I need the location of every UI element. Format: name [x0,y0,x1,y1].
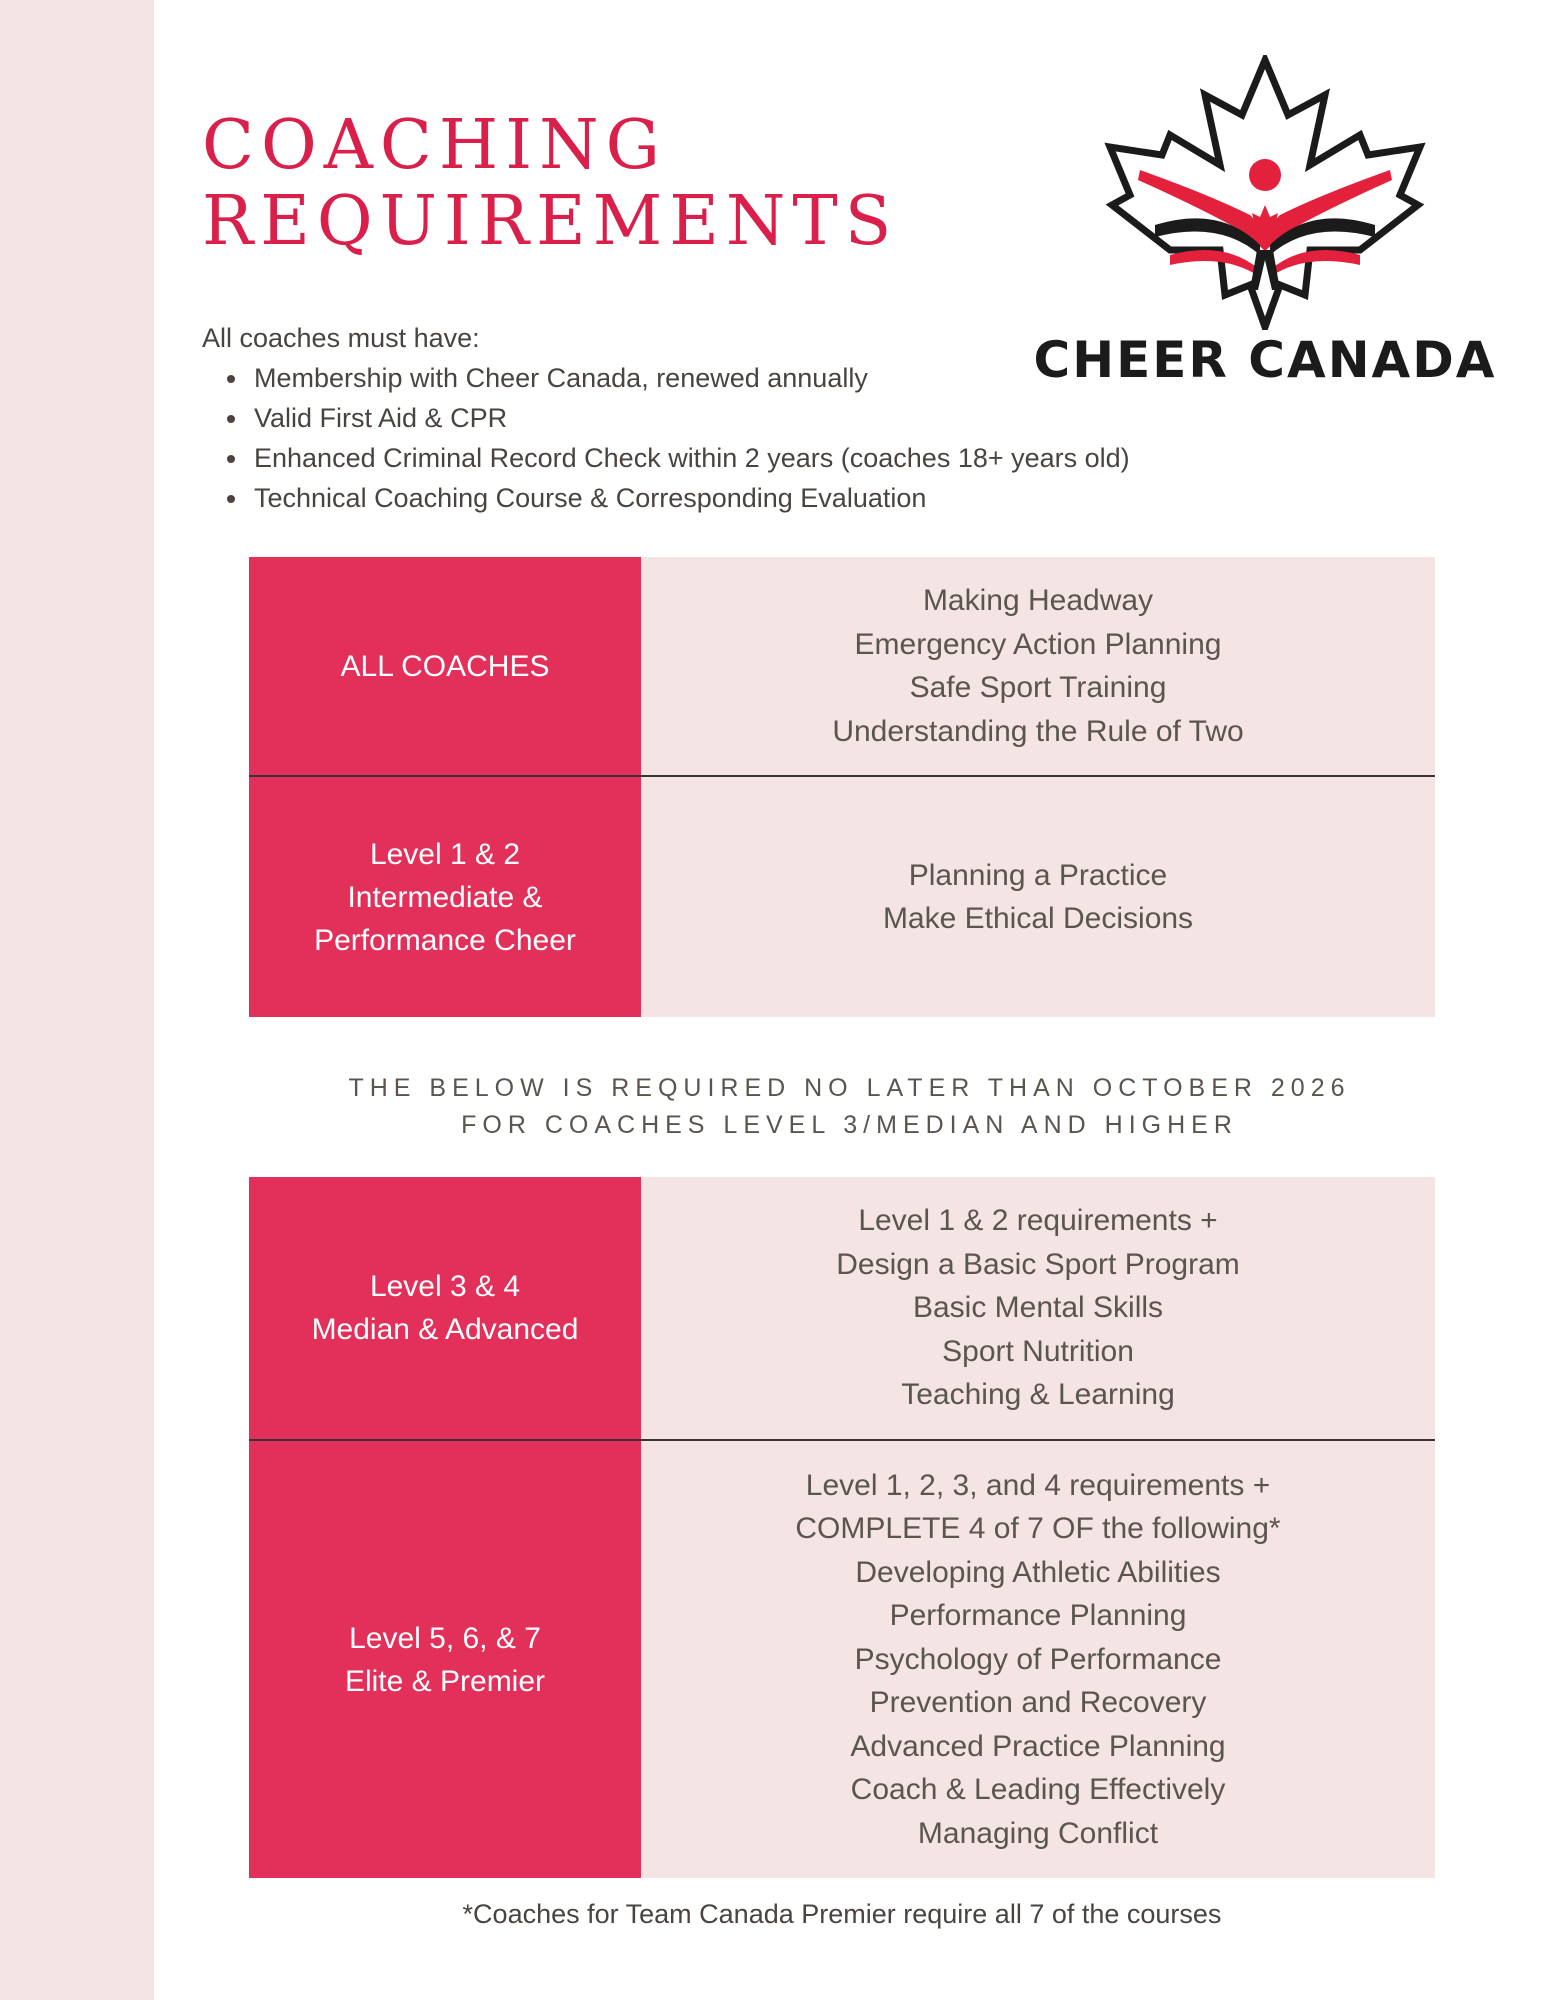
title-line-2: REQUIREMENTS [202,182,899,261]
cheer-canada-logo [1030,55,1500,389]
row-courses [641,557,1435,775]
row-label-line: Median & Advanced [311,1313,579,1346]
course-item: Understanding the Rule of Two [832,714,1244,748]
table-row [249,1439,1435,1878]
notice-line-2: FOR COACHES LEVEL 3/MEDIAN AND HIGHER [461,1111,1238,1139]
course-item: Developing Athletic Abilities [855,1555,1221,1589]
row-label-line: Intermediate & [347,880,543,914]
requirements-intro [202,318,1130,518]
table-row [249,557,1435,775]
maple-leaf-cheerleader-icon [1100,55,1430,330]
row-courses [641,777,1435,1017]
course-item: Emergency Action Planning [854,627,1222,661]
course-item: Level 1 & 2 requirements + [858,1204,1218,1238]
side-band [0,0,154,2000]
page-title [202,108,898,260]
row-label [249,777,641,1017]
title-line-1: COACHING [202,106,667,185]
course-item: Making Headway [922,584,1154,617]
intro-lead: All coaches must have: [202,323,480,353]
course-item: Sport Nutrition [942,1334,1134,1368]
deadline-notice [154,1070,1545,1144]
course-item: Teaching & Learning [901,1378,1175,1412]
row-label-line: ALL COACHES [340,649,550,683]
course-item: Safe Sport Training [909,671,1167,704]
notice-line-1: THE BELOW IS REQUIRED NO LATER THAN OCTOBER 2026 [348,1074,1351,1102]
row-label-line: Level 3 & 4 [369,1270,521,1303]
table-row [249,1177,1435,1439]
requirements-table-current [249,557,1435,1017]
course-item: Coach & Leading Effectively [850,1773,1226,1807]
footnote: *Coaches for Team Canada Premier require all 7 of the courses [462,1899,1222,1929]
row-label [249,1441,641,1878]
list-item: • Technical Coaching Course & Corresponding Evaluation [250,478,1130,518]
list-item: • Membership with Cheer Canada, renewed annually [250,358,1130,398]
course-item: Design a Basic Sport Program [836,1247,1240,1281]
row-label [249,1177,641,1439]
logo-wordmark: CHEER CANADA [1033,331,1497,389]
course-item: Prevention and Recovery [869,1686,1207,1720]
course-item: Planning a Practice [908,858,1168,892]
row-label-line: Level 5, 6, & 7 [349,1621,541,1655]
course-item: Basic Mental Skills [912,1291,1164,1325]
list-item: • Valid First Aid & CPR [250,398,1130,438]
course-item: Managing Conflict [917,1816,1159,1850]
course-item: Psychology of Performance [854,1642,1222,1676]
course-item: Performance Planning [889,1599,1187,1633]
row-label-line: Level 1 & 2 [369,837,521,871]
course-item: Advanced Practice Planning [850,1729,1226,1763]
course-item: Level 1, 2, 3, and 4 requirements + [805,1468,1271,1502]
row-label-line: Performance Cheer [314,923,576,957]
row-courses [641,1177,1435,1439]
row-label [249,557,641,775]
requirements-table-advanced [249,1177,1435,1878]
course-item: Make Ethical Decisions [882,902,1194,935]
list-item: • Enhanced Criminal Record Check within 2 years (coaches 18+ years old) [250,438,1130,478]
table-row [249,775,1435,1017]
row-courses [641,1441,1435,1878]
requirements-list [202,358,1130,518]
row-label-line: Elite & Premier [344,1664,546,1698]
course-item: COMPLETE 4 of 7 OF the following* [795,1512,1281,1546]
